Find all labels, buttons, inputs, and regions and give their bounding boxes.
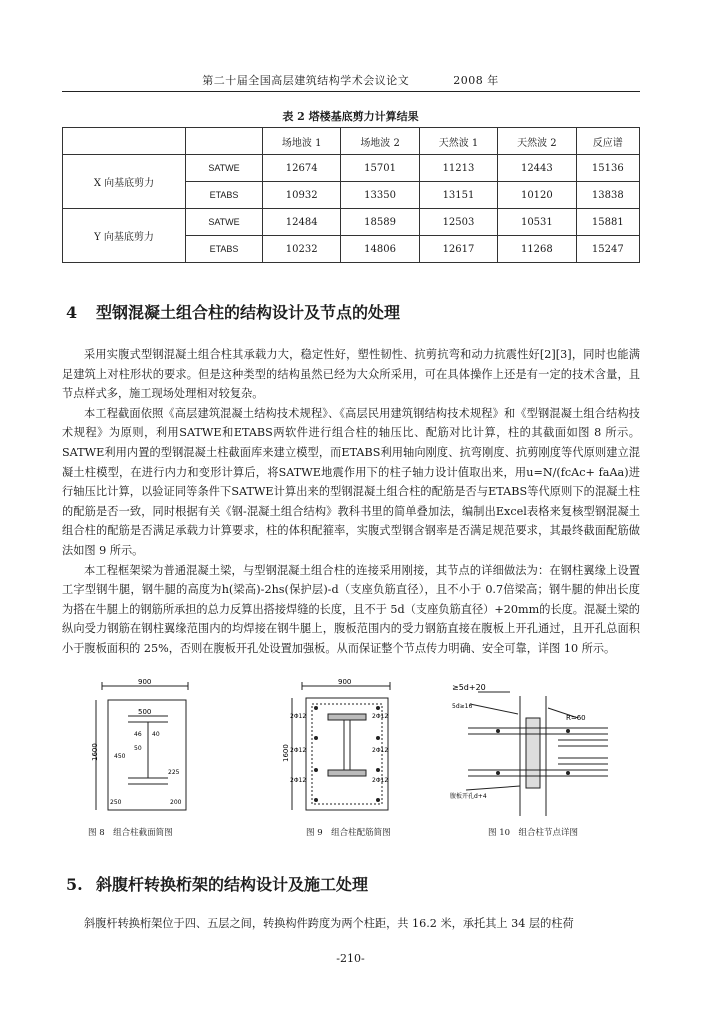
dim-200: 200 bbox=[170, 799, 182, 806]
rebar-label: 2Φ12 bbox=[372, 747, 389, 754]
software-cell: ETABS bbox=[186, 182, 263, 209]
rebar-label: 2Φ12 bbox=[290, 777, 307, 784]
software-cell: SATWE bbox=[186, 209, 263, 236]
section-number: 4 bbox=[66, 303, 78, 322]
figure-8-caption: 图 8 组合柱截面简图 bbox=[88, 828, 173, 838]
table-cell: 10531 bbox=[498, 209, 576, 236]
paragraph: 斜腹杆转换桁架位于四、五层之间，转换构件跨度为两个柱距，共 16.2 米，承托其上 34 层的柱荷 bbox=[84, 917, 574, 930]
section-4-heading bbox=[66, 300, 400, 323]
section-5-body bbox=[62, 914, 640, 934]
rebar-label: 2Φ12 bbox=[290, 747, 307, 754]
figure-10-caption: 图 10 组合柱节点详图 bbox=[488, 828, 579, 838]
header-year: 2008 年 bbox=[453, 74, 499, 87]
dim-450: 450 bbox=[114, 753, 126, 760]
table-cell: 10232 bbox=[263, 236, 341, 263]
dim-46: 46 bbox=[134, 731, 142, 738]
table-cell: 15247 bbox=[576, 236, 639, 263]
table-cell: 12617 bbox=[419, 236, 497, 263]
table-cell: 15881 bbox=[576, 209, 639, 236]
table-cell: 13151 bbox=[419, 182, 497, 209]
table-cell: 11268 bbox=[498, 236, 576, 263]
paragraph: 本工程框架梁为普通混凝土梁，与型钢混凝土组合柱的连接采用刚接，其节点的详细做法为：在钢柱翼缘上设置工字型钢牛腿，钢牛腿的高度为h(梁高)-2hs(保护层)-d（支座负筋直径），且不小于 0.7倍梁高；钢牛腿的伸出长度为搭在牛腿上的钢筋所承担的总力反算出搭接焊缝的长度，且不于 5d（支座负筋直径）+20mm的长度。混凝土梁的纵向受力钢筋在钢柱翼缘范围内的均焊接在钢牛腿上，腹板范围内的受力钢筋直接在腹板上开孔通过，且开孔总面积小于腹板面积的 25%，否则在腹板开孔处设置加强板。从而保证整个节点传力明确、安全可靠，详图 10 所示。 bbox=[62, 563, 640, 655]
table-cell: 13838 bbox=[576, 182, 639, 209]
page-number: -210- bbox=[336, 952, 365, 965]
table-caption: 表 2 塔楼基底剪力计算结果 bbox=[282, 110, 419, 123]
table-cell: 13350 bbox=[341, 182, 419, 209]
software-cell: ETABS bbox=[186, 236, 263, 263]
dim-top: 900 bbox=[338, 678, 352, 686]
section-5-heading bbox=[66, 872, 368, 895]
table-cell: 12443 bbox=[498, 155, 576, 182]
hole-label: 腹板开孔d+4 bbox=[450, 793, 487, 800]
dim-left: 1600 bbox=[91, 743, 99, 761]
table-cell: 15701 bbox=[341, 155, 419, 182]
paragraph: 采用实腹式型钢混凝土组合柱其承载力大，稳定性好，塑性韧性、抗剪抗弯和动力抗震性好[2][3]，同时也能满足建筑上对柱形状的要求。但是这种类型的结构虽然已经为大众所采用，可在具体操作上还是有一定的技术含量，且节点样式多，施工现场处理相对较复杂。 bbox=[62, 348, 640, 401]
paragraph: 本工程截面依照《高层建筑混凝土结构技术规程》、《高层民用建筑钢结构技术规程》和《型钢混凝土组合结构技术规程》为原则，利用SATWE和ETABS两软件进行组合柱的轴压比、配筋对比计算，柱的其截面如图 8 所示。SATWE利用内置的型钢混凝土柱截面库来建立模型，而ETABS利用轴向刚度、抗弯刚度、抗剪刚度等代原则建立混凝土柱模型，在进行内力和变形计算后，将SATWE地震作用下的柱子轴力设计值取出来，用u=N/(fcAc+ faAa)进行轴压比计算，以验证同等条件下SATWE计算出来的型钢混凝土组合柱的配筋是否与ETABS等代原则下的混凝土柱的配筋是否一致，同时根据有关《钢-混凝土组合结构》教科书里的简单叠加法，编制出Excel表格来复核型钢混凝土组合柱的配筋是否满足承载力计算要求，柱的体积配箍率，实腹式型钢含钢率是否满足规范要求，其最终截面配筋做法如图 9 所示。 bbox=[62, 406, 640, 557]
section-title: 斜腹杆转换桁架的结构设计及施工处理 bbox=[96, 875, 369, 894]
table-corner-cell bbox=[63, 128, 186, 155]
column-header: 场地波 1 bbox=[263, 128, 341, 155]
table-cell: 10120 bbox=[498, 182, 576, 209]
table-cell: 12674 bbox=[263, 155, 341, 182]
header-rule bbox=[62, 91, 640, 92]
dim-inner: 500 bbox=[138, 708, 152, 716]
figure-10-joint-detail bbox=[448, 678, 618, 818]
section-title: 型钢混凝土组合柱的结构设计及节点的处理 bbox=[96, 303, 401, 322]
rebar-label: 2Φ12 bbox=[290, 713, 307, 720]
row-group-label: Y 向基底剪力 bbox=[63, 209, 186, 263]
table-row bbox=[63, 155, 640, 182]
dim-40: 40 bbox=[152, 731, 160, 738]
dim-left: 1600 bbox=[282, 744, 290, 762]
column-header: 天然波 2 bbox=[498, 128, 576, 155]
table-cell: 11213 bbox=[419, 155, 497, 182]
running-header bbox=[0, 72, 701, 88]
rebar-label: 2Φ12 bbox=[372, 777, 389, 784]
base-shear-table bbox=[62, 127, 640, 263]
software-cell: SATWE bbox=[186, 155, 263, 182]
weld-label: 5d≥16 bbox=[452, 703, 473, 710]
table-row bbox=[63, 209, 640, 236]
dim-225: 225 bbox=[168, 769, 180, 776]
table-cell: 15136 bbox=[576, 155, 639, 182]
figure-9-reinforcement-diagram bbox=[276, 678, 406, 818]
dim-top: 900 bbox=[138, 678, 152, 686]
table-corner-cell bbox=[186, 128, 263, 155]
dim-50: 50 bbox=[134, 745, 142, 752]
section-number: 5. bbox=[66, 875, 83, 894]
table-cell: 14806 bbox=[341, 236, 419, 263]
dim-top: ≥5d+20 bbox=[452, 683, 486, 692]
table-cell: 12503 bbox=[419, 209, 497, 236]
table-cell: 10932 bbox=[263, 182, 341, 209]
column-header: 场地波 2 bbox=[341, 128, 419, 155]
column-header: 天然波 1 bbox=[419, 128, 497, 155]
dim-250: 250 bbox=[110, 799, 122, 806]
column-header: 反应谱 bbox=[576, 128, 639, 155]
radius-label: R=60 bbox=[566, 714, 586, 722]
row-group-label: X 向基底剪力 bbox=[63, 155, 186, 209]
table-cell: 18589 bbox=[341, 209, 419, 236]
rebar-label: 2Φ12 bbox=[372, 713, 389, 720]
table-cell: 12484 bbox=[263, 209, 341, 236]
section-4-body bbox=[62, 345, 640, 659]
figure-8-section-diagram bbox=[88, 678, 208, 818]
figure-9-caption: 图 9 组合柱配筋简图 bbox=[306, 828, 391, 838]
journal-title: 第二十届全国高层建筑结构学术会议论文 bbox=[202, 74, 410, 87]
table-header-row bbox=[63, 128, 640, 155]
